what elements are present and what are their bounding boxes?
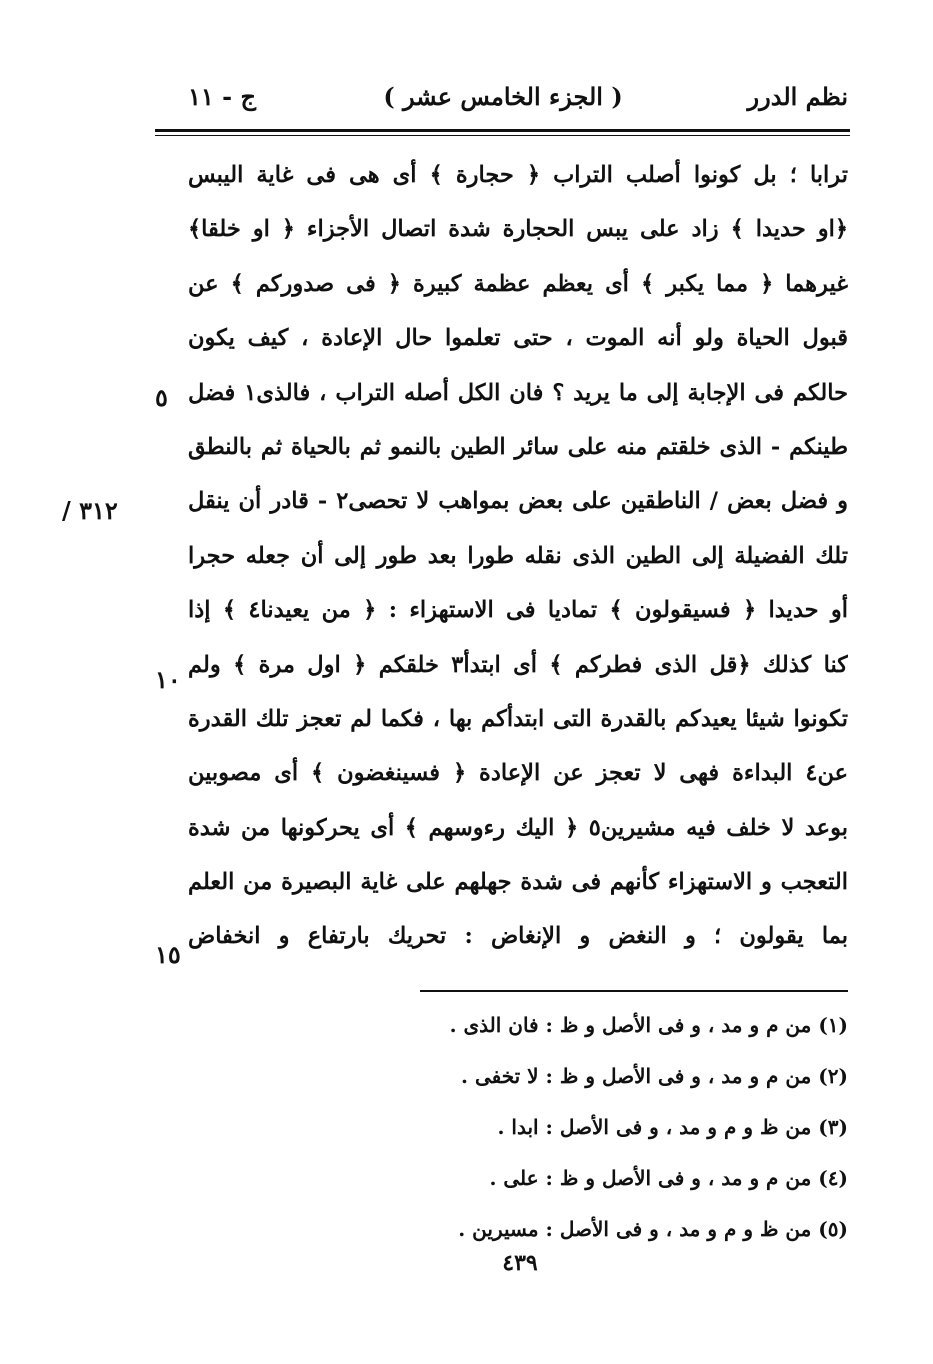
text-line: تلك الفضيلة إلى الطين الذى نقله طورا بعد طور إلى أن جعله حجرا: [188, 542, 848, 569]
text-line: بما يقولون ؛ و النغض و الإنغاض : تحريك بارتفاع و انخفاض: [188, 923, 848, 950]
main-text: [188, 148, 848, 964]
footnote: (٤) من م و مد ، و فى الأصل و ظ : على .: [489, 1166, 848, 1190]
text-line: طينكم - الذى خلقتم منه على سائر الطين بالنمو ثم بالحياة ثم بالنطق: [188, 433, 848, 460]
header-rule-thin: [155, 135, 850, 136]
footnote: (٥) من ظ و م و مد ، و فى الأصل : مسيرين .: [458, 1217, 848, 1241]
footnote: (١) من م و مد ، و فى الأصل و ظ : فان الذى .: [449, 1013, 848, 1037]
page-number: ٤٣٩: [502, 1250, 538, 1276]
manuscript-folio-marker: ٣١٢ /: [62, 496, 118, 525]
text-line: و فضل بعض / الناطقين على بعض بمواهب لا تحصى٢ - قادر أن ينقل: [188, 488, 848, 515]
line-number-10: ١٠: [155, 665, 181, 694]
part-title: ( الجزء الخامس عشر ): [383, 82, 623, 111]
running-header: [158, 82, 848, 126]
text-line: بوعد لا خلف فيه مشيرين٥ ﴿ اليك رءوسهم ﴾ أى يحركونها من شدة: [188, 814, 848, 841]
footnote: (٢) من م و مد ، و فى الأصل و ظ : لا تخفى .: [461, 1064, 848, 1088]
volume-reference: ج - ١١: [188, 82, 256, 111]
text-line: أو حديدا ﴿ فسيقولون ﴾ تماديا فى الاستهزاء : ﴿ من يعيدنا٤ ﴾ إذا: [188, 597, 848, 624]
text-line: عن٤ البداءة فهى لا تعجز عن الإعادة ﴿ فسينغضون ﴾ أى مصوبين: [188, 760, 848, 787]
text-line: ترابا ؛ بل كونوا أصلب التراب ﴿ حجارة ﴾ أى هى فى غاية اليبس: [188, 162, 848, 188]
footnotes: [380, 1000, 848, 1255]
text-line: تكونوا شيئا يعيدكم بالقدرة التى ابتدأكم بها ، فكما لم تعجز تلك القدرة: [188, 705, 848, 732]
text-line: حالكم فى الإجابة إلى ما يريد ؟ فان الكل أصله التراب ، فالذى١ فضل: [188, 379, 848, 406]
footnote: (٣) من ظ و م و مد ، و فى الأصل : ابدا .: [497, 1115, 848, 1139]
text-line: قبول الحياة ولو أنه الموت ، حتى تعلموا حال الإعادة ، كيف يكون: [188, 325, 848, 352]
book-title: نظم الدرر: [747, 82, 848, 111]
text-line: التعجب و الاستهزاء كأنهم فى شدة جهلهم على غاية البصيرة من العلم: [188, 869, 848, 896]
footnote-separator: [420, 990, 848, 992]
text-line: ﴿او حديدا ﴾ زاد على يبس الحجارة شدة اتصال الأجزاء ﴿ او خلقا﴾: [188, 216, 848, 243]
text-line: كنا كذلك ﴿قل الذى فطركم ﴾ أى ابتدأ٣ خلقكم ﴿ اول مرة ﴾ ولم: [188, 651, 848, 678]
header-rule-thick: [155, 129, 850, 132]
line-number-15: ١٥: [155, 940, 181, 969]
text-line: غيرهما ﴿ مما يكبر ﴾ أى يعظم عظمة كبيرة ﴿ فى صدوركم ﴾ عن: [188, 270, 848, 297]
line-number-5: ٥: [155, 383, 168, 412]
